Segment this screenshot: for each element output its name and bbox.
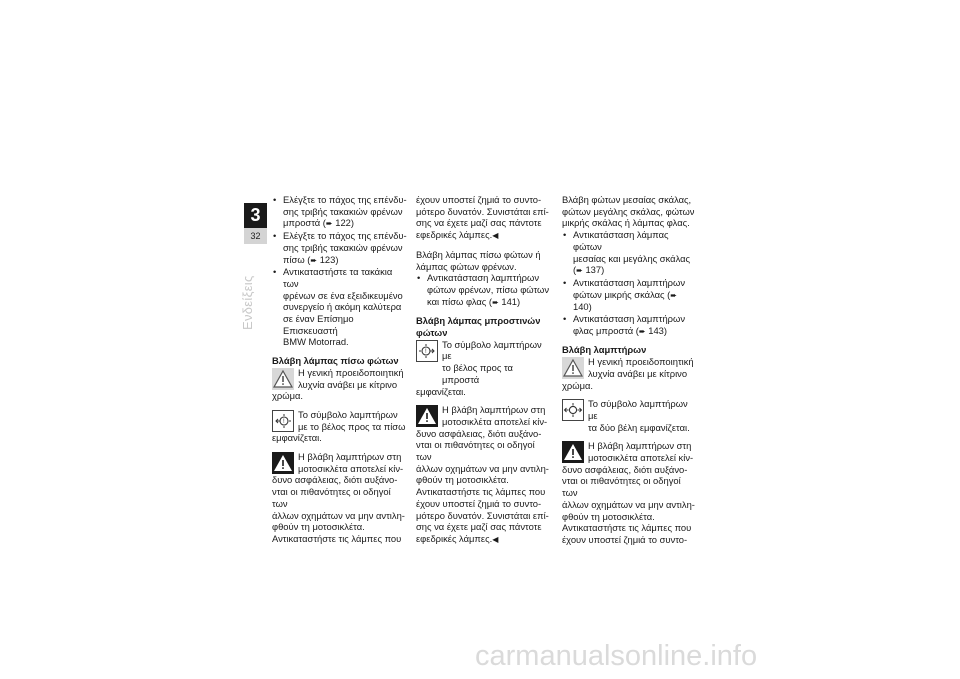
page-reference: 140 xyxy=(573,301,589,313)
warning-light-note: Η γενική προειδοποιητική λυχνία ανάβει με κίτρινο xyxy=(272,367,407,390)
chapter-number: 3 xyxy=(244,203,267,228)
front-rear-lamp-failure-icon xyxy=(562,399,584,421)
lamp-symbol-note: Το σύμβολο λαμπτήρων με τα δύο βέλη εμφανίζεται. xyxy=(562,398,697,433)
column-3: Βλάβη φώτων μεσαίας σκάλας, φώτων μεγάλης σκάλας, φώτων μικρής σκάλας ή λάμπας φλας. • Αντικατάσταση λάμπας φώτων μεσαίας και μεγάλης σκάλας (➨ 137) • Αντικατάσταση λαμπτήρων φώτων μικρής σκάλας (➨ 140) • Αντικατάσταση λαμπτήρων φλας μπροστά (➨ 143) Βλάβη λαμπτήρων Η γενική προειδοποιητική λυχνία ανάβει με κίτρινο χρώμα. Το σύμβολο λαμπτήρων με τα δύο βέλη εμφανίζεται. Η βλάβη λαμπτήρων στη μοτοσικλέτα αποτελεί κίν- δυνο ασφάλειας, διότι αυξάνο- νται οι πιθανότητες οι οδηγοί των άλλων οχημάτων να μην αντιλη- φθούν τη μοτοσικλέτα. Αντικαταστήστε τις λάμπες που έχουν υποστεί ζημιά το συντο- xyxy=(562,194,697,546)
bullet-item: • Αντικαταστήστε τα τακάκια των φρένων σε ένα εξειδικευμένο συνεργείο ή ακόμη καλύτερα σε έναν Επίσημο Επισκευαστή BMW Motorrad. xyxy=(272,266,407,348)
svg-text:!: ! xyxy=(425,348,427,355)
page-reference-arrow-icon: ➨ xyxy=(310,255,318,265)
end-of-section-icon: ◀ xyxy=(492,534,499,544)
bullet-item: • Αντικατάσταση λαμπτήρων φώτων μικρής σκάλας (➨ 140) xyxy=(562,277,697,313)
rear-lamp-failure-icon xyxy=(272,410,294,432)
chapter-tab xyxy=(244,203,267,247)
general-warning-outline-icon xyxy=(272,368,294,390)
section-heading: Βλάβη λάμπας μπροστινών φώτων xyxy=(416,315,541,339)
danger-note: Η βλάβη λαμπτήρων στη μοτοσικλέτα αποτελεί κίν- xyxy=(416,404,551,427)
warning-light-note: Η γενική προειδοποιητική λυχνία ανάβει με κίτρινο xyxy=(562,356,697,379)
page-reference: 122 xyxy=(335,217,351,229)
section-heading: Βλάβη λαμπτήρων xyxy=(562,344,647,356)
bullet-item: • Ελέγξτε το πάχος της επένδυ- σης τριβής τακακιών φρένων πίσω (➨ 123) xyxy=(272,230,407,266)
lamp-symbol-note: ! Το σύμβολο λαμπτήρων με το βέλος προς τα πίσω xyxy=(272,409,407,432)
bullet-item: • Αντικατάσταση λάμπας φώτων μεσαίας και μεγάλης σκάλας (➨ 137) xyxy=(562,229,697,277)
page-reference: 123 xyxy=(319,253,336,265)
page-reference: 141 xyxy=(501,295,518,307)
bullet-item: • Αντικατάσταση λαμπτήρων φλας μπροστά (➨ 143) xyxy=(562,313,697,337)
warning-triangle-icon xyxy=(416,405,438,427)
column-1: • Ελέγξτε το πάχος της επένδυ- σης τριβής τακακιών φρένων μπροστά (➨ 122) • Ελέγξτε το πάχος της επένδυ- σης τριβής τακακιών φρένων πίσω (➨ 123) • Αντικαταστήστε τα τακάκια των φρένων σε ένα εξειδικευμένο συνεργείο ή ακόμη καλύτερα σε έναν Επίσημο Επισκευαστή BMW Motorrad. Βλάβη λάμπας πίσω φώτων Η γενική προειδοποιητική λυχνία ανάβει με κίτρινο χρώμα. ! Το σύμβολο λαμπτήρων με το βέλος προς τα πίσω εμφανίζεται. Η βλάβη λαμπτήρων στη μοτοσικλέτα αποτελεί κίν- δυνο ασφάλειας, διότι αυξάνο- νται οι πιθανότητες οι οδηγοί των άλλων οχημάτων να μην αντιλη- φθούν τη μοτοσικλέτα. Αντικαταστήστε τις λάμπες που xyxy=(272,194,407,545)
danger-note: Η βλάβη λαμπτήρων στη μοτοσικλέτα αποτελεί κίν- xyxy=(562,440,697,463)
watermark: carmanualsonline.info xyxy=(475,640,758,672)
page-reference-arrow-icon: ➨ xyxy=(576,266,583,276)
svg-text:!: ! xyxy=(283,418,285,425)
warning-triangle-icon xyxy=(562,441,584,463)
end-of-section-icon: ◀ xyxy=(492,231,499,241)
chapter-title-vertical: Ενδείξεις xyxy=(240,275,255,330)
page-reference-arrow-icon: ➨ xyxy=(670,290,677,300)
front-lamp-failure-icon xyxy=(416,340,438,362)
column-2: έχουν υποστεί ζημιά το συντο- μότερο δυνατόν. Συνιστάται επί- σης να έχετε μαζί σας πάντοτε εφεδρικές λάμπες.◀ Βλάβη λάμπας πίσω φώτων ή λάμπας φώτων φρένων. • Αντικατάσταση λαμπτήρων φώτων φρένων, πίσω φώτων και πίσω φλας (➨ 141) Βλάβη λάμπας μπροστινών φώτων ! Το σύμβολο λαμπτήρων με το βέλος προς τα μπροστά εμφανίζεται. Η βλάβη λαμπτήρων στη μοτοσικλέτα αποτελεί κίν- δυνο ασφάλειας, διότι αυξάνο- νται οι πιθανότητες οι οδηγοί των άλλων οχημάτων να μην αντιλη- φθούν τη μοτοσικλέτα. Αντικαταστήστε τις λάμπες που έχουν υποστεί ζημιά το συντο- μότερο δυνατόν. Συνιστάται επί- σης να έχετε μαζί σας πάντοτε εφεδρικές λάμπες.◀ xyxy=(416,194,551,546)
page-reference-arrow-icon: ➨ xyxy=(325,219,333,229)
general-warning-outline-icon xyxy=(562,357,584,379)
page-number: 32 xyxy=(244,228,267,244)
page-reference-arrow-icon: ➨ xyxy=(492,297,499,307)
page-reference-arrow-icon: ➨ xyxy=(638,326,646,336)
bullet-item: • Ελέγξτε το πάχος της επένδυ- σης τριβής τακακιών φρένων μπροστά (➨ 122) xyxy=(272,194,407,230)
bullet-item: • Αντικατάσταση λαμπτήρων φώτων φρένων, πίσω φώτων και πίσω φλας (➨ 141) xyxy=(416,272,551,308)
danger-note: Η βλάβη λαμπτήρων στη μοτοσικλέτα αποτελεί κίν- xyxy=(272,451,407,474)
warning-triangle-icon xyxy=(272,452,294,474)
section-heading: Βλάβη λάμπας πίσω φώτων xyxy=(272,355,399,367)
page-reference: 137 xyxy=(585,264,602,276)
page-reference: 143 xyxy=(648,324,664,336)
lamp-symbol-note: ! Το σύμβολο λαμπτήρων με το βέλος προς τα μπροστά xyxy=(416,339,551,386)
